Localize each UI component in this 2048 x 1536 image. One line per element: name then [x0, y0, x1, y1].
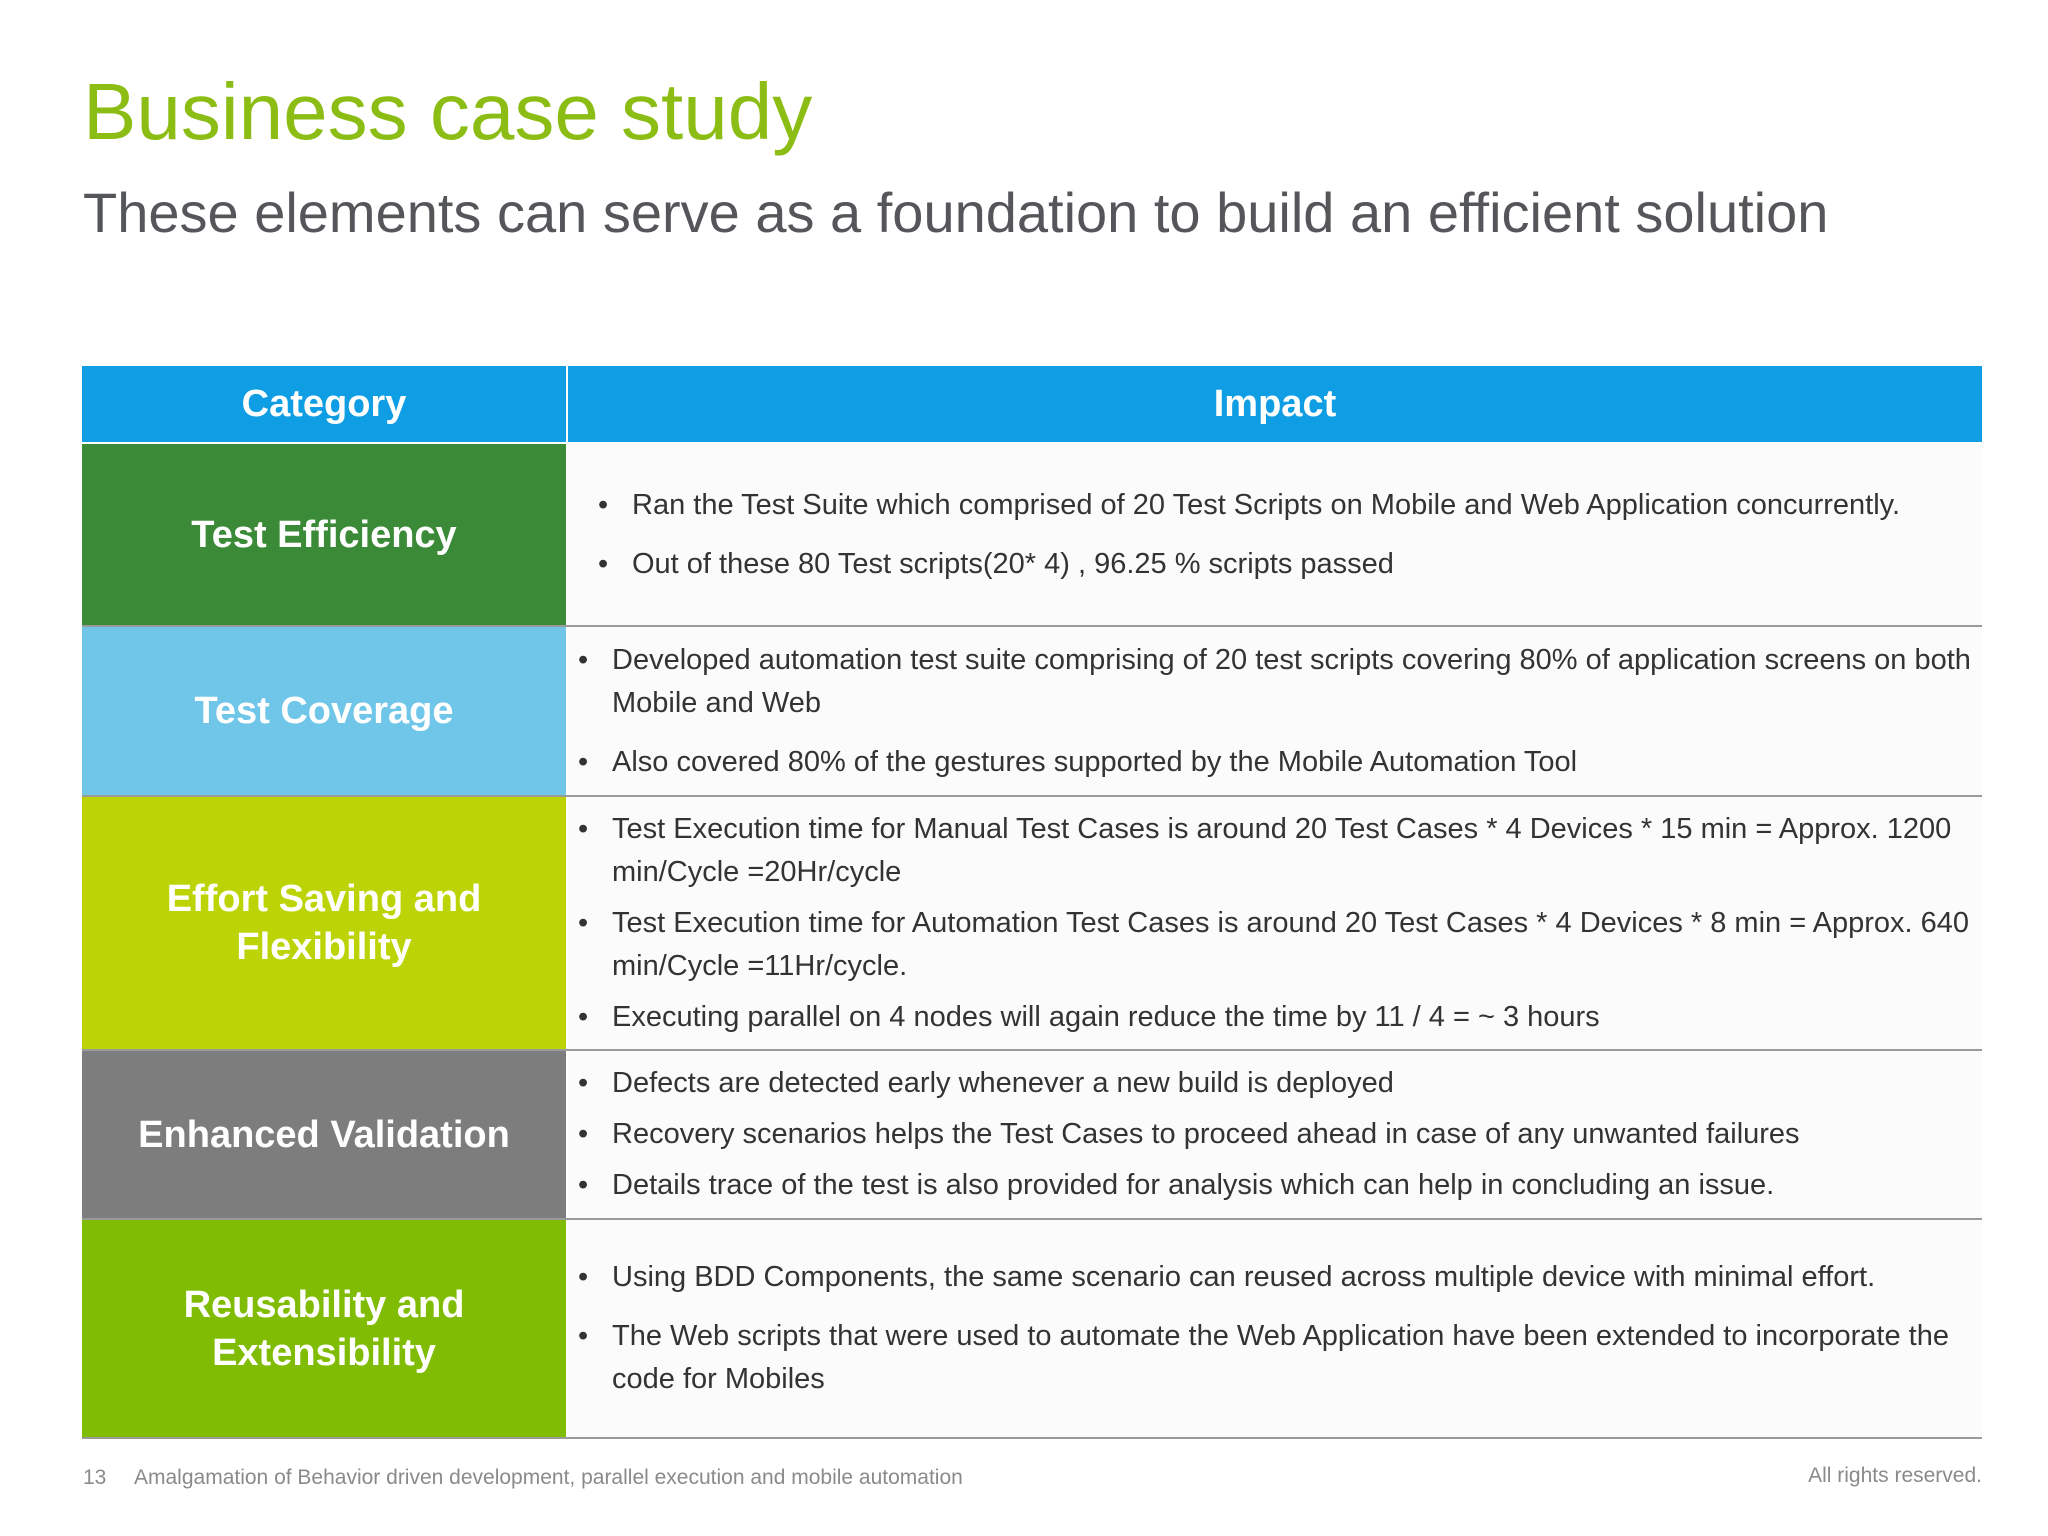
header-impact: Impact	[568, 366, 1982, 442]
business-case-table	[82, 366, 1982, 1439]
impact-test-coverage	[568, 627, 1982, 795]
list-item: • Ran the Test Suite which comprised of 20 Test Scripts on Mobile and Web Application concurrently.	[598, 484, 1974, 527]
table-row-test-coverage	[82, 627, 1982, 797]
category-enhanced-validation: Enhanced Validation	[82, 1051, 566, 1218]
list-item: • The Web scripts that were used to automate the Web Application have been extended to incorporate the code for Mobiles	[578, 1315, 1974, 1401]
bullet-icon: •	[578, 906, 589, 939]
header-category: Category	[82, 366, 566, 442]
impact-enhanced-validation	[568, 1051, 1982, 1218]
bullet-icon: •	[578, 812, 589, 845]
footer-text: Amalgamation of Behavior driven development, parallel execution and mobile automation	[134, 1466, 963, 1489]
table-row-reusability	[82, 1220, 1982, 1439]
bullet-icon: •	[578, 1169, 589, 1201]
bullet-icon: •	[598, 488, 609, 521]
list-item: • Developed automation test suite comprising of 20 test scripts covering 80% of application screens on both Mobile and Web	[578, 639, 1974, 725]
category-test-efficiency: Test Efficiency	[82, 444, 566, 625]
impact-test-efficiency	[568, 444, 1982, 625]
category-effort-saving: Effort Saving and Flexibility	[82, 797, 566, 1049]
bullet-icon: •	[578, 1067, 589, 1099]
bullet-icon: •	[578, 1118, 589, 1150]
bullet-icon: •	[578, 1000, 589, 1033]
impact-effort-saving	[568, 797, 1982, 1049]
impact-reusability	[568, 1220, 1982, 1437]
bullet-icon: •	[578, 745, 589, 778]
table-header-row	[82, 366, 1982, 442]
bullet-icon: •	[598, 547, 609, 580]
list-item: • Defects are detected early whenever a new build is deployed	[578, 1062, 1974, 1105]
list-item: • Test Execution time for Manual Test Cases is around 20 Test Cases * 4 Devices * 15 min = Approx. 1200 min/Cycle =20Hr/cycle	[578, 808, 1974, 894]
bullet-icon: •	[578, 643, 589, 676]
list-item: • Details trace of the test is also provided for analysis which can help in concluding an issue.	[578, 1164, 1974, 1207]
table-row-enhanced-validation	[82, 1051, 1982, 1220]
list-item: • Recovery scenarios helps the Test Cases to proceed ahead in case of any unwanted failures	[578, 1113, 1974, 1156]
category-reusability: Reusability and Extensibility	[82, 1220, 566, 1437]
list-item: • Out of these 80 Test scripts(20* 4) , 96.25 % scripts passed	[598, 543, 1974, 586]
slide-subtitle: These elements can serve as a foundation to build an efficient solution	[83, 181, 1829, 244]
footer-rights: All rights reserved.	[1808, 1464, 1982, 1487]
bullet-icon: •	[578, 1320, 589, 1352]
table-row-test-efficiency	[82, 444, 1982, 627]
list-item: • Test Execution time for Automation Test Cases is around 20 Test Cases * 4 Devices * 8 min = Approx. 640 min/Cycle =11Hr/cycle.	[578, 902, 1974, 988]
list-item: • Also covered 80% of the gestures supported by the Mobile Automation Tool	[578, 741, 1974, 784]
page-number: 13	[83, 1466, 107, 1489]
category-test-coverage: Test Coverage	[82, 627, 566, 795]
list-item: • Using BDD Components, the same scenario can reused across multiple device with minimal effort.	[578, 1256, 1974, 1299]
slide-title: Business case study	[83, 67, 813, 156]
bullet-icon: •	[578, 1261, 589, 1293]
table-row-effort-saving	[82, 797, 1982, 1051]
list-item: • Executing parallel on 4 nodes will again reduce the time by 11 / 4 = ~ 3 hours	[578, 996, 1974, 1039]
